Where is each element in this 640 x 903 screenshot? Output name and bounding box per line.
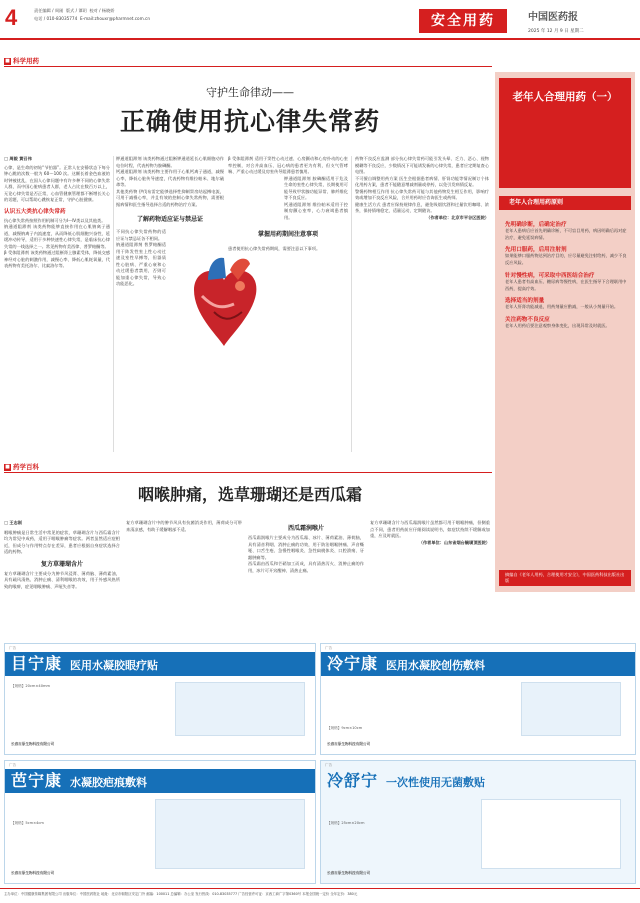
- paragraph: 钙通道阻滞剂 维拉帕米适用于控制房颤心室率，心力衰竭患者慎用。: [284, 201, 348, 220]
- product-image: [155, 799, 305, 869]
- paragraph: 复方草珊瑚含片主要成分为肿节风浸膏、薄荷脑、薄荷素油，具有疏风清热、消肿止痛、清利咽喉的功效，用于外感风热所致的喉痹，症见咽喉肿痛、声哑失音等。: [4, 570, 120, 589]
- ad-company: 长春吉原生物科技有限公司: [327, 871, 371, 875]
- ad-eye-patch: 广告 目宁康 医用水凝胶眼疗贴 【规格】20cm×40mm 长春吉原生物科技有限公司: [4, 643, 316, 755]
- paragraph: 复方草珊瑚含片中的肿节风具有抗菌消炎作用，薄荷成分可带来清凉感，有助于缓解咽部不适。: [126, 520, 242, 532]
- issue-date: 2025 年 12 月 9 日 星期二: [528, 29, 584, 34]
- author-note: （作者单位：北京市平谷区医院）: [426, 214, 489, 220]
- header-rule: [0, 38, 640, 40]
- ad-wound-dressing: 广告 冷宁康 医用水凝胶创伤敷料 【规格】9cm×10cm 长春吉原生物科技有限公司: [320, 643, 636, 755]
- product-image: [175, 682, 305, 736]
- ad-brand: 目宁康: [11, 654, 63, 673]
- phone: 电话 / 010-83035774: [34, 15, 78, 21]
- sidebar-source: 摘编自《老年人用药，合理使用才安全》，中国医药科技出版社出版: [499, 570, 631, 586]
- sidebar-item: 针对慢性病，可采取中西医结合治疗 老年人患者有高血压、糖尿病等慢性病，在医生指导下合理联用中西药，提高疗效。: [505, 272, 627, 291]
- paragraph: 警惕药物相互作用 抗心律失常药可能与其他药物发生相互作用，影响疗效或增加不良反应风险，合并用药时应咨询医生或药师。: [355, 188, 489, 200]
- paragraph: 钾通道阻滞剂 胺碘酮适用于危及生命的室性心律失常，长期使用可能导致甲状腺功能异常、肺纤维化等不良反应。: [284, 175, 348, 200]
- ad-company: 长春吉原生物科技有限公司: [11, 871, 55, 875]
- sidebar-item: 先明确诊断，后确定治疗 老年人患病后应首先明确诊断，不可盲目用药，病因明确后再对症治疗，避免延误病情。: [505, 222, 627, 240]
- ad-product: 医用水凝胶眼疗贴: [70, 659, 159, 672]
- page-number: 4: [5, 5, 18, 30]
- paragraph: 钠通道阻滞剂 普罗帕酮适用于阵发性室上性心动过速及室性早搏等，但器质性心脏病、严重心衰和心动过缓患者禁用，否则可能加重心律失常，导致心功能恶化。: [116, 242, 166, 286]
- column-rule: [113, 156, 114, 452]
- paragraph: 不可擅自调整用药方案 医生会根据患者病情、肝肾功能等情况制订个体化用药方案，患者不能随意增减剂量或停药，以免引发病情反复。: [355, 175, 489, 187]
- paragraph: 其他类药物 伊伐布雷定能够选择性抑制窦房结起搏电流，可用于减慢心率，并且有效的控制心律失常药物，需要根据病情和医生指导选择合适的药物治疗方案。: [116, 188, 224, 207]
- paragraph: 咽喉肿痛是日常生活中常见的症状，草珊瑚含片与西瓜霜含片均为常见中成药，适用于咽喉肿痛等症状。两者虽然适应症相近，但成分与作用特点存在差异，患者应根据自身症状选择合适的药物。: [4, 529, 120, 554]
- divider: [4, 66, 492, 67]
- article1-col1: [4, 156, 110, 270]
- section-label-bottom: ■ 药学百科: [5, 463, 39, 471]
- article1-col3: [228, 156, 348, 253]
- paragraph: 不同抗心律失常药物的适应证与禁忌证各不相同。: [116, 229, 166, 241]
- section-label-top: ■ 科学用药: [5, 57, 39, 65]
- subhead: 复方草珊瑚含片: [40, 560, 83, 568]
- layout-editor: 版式 / 谭玥: [65, 8, 87, 13]
- ad-sterile-patch: 广告 冷舒宁 一次性使用无菌敷贴 【规格】25cm×20cm 长春吉原生物科技有限公司: [320, 760, 636, 884]
- article2-col4: [370, 520, 490, 546]
- article2-col1: [4, 520, 120, 590]
- ad-scar-dressing: 广告 芭宁康 水凝胶疤痕敷料 【规格】5cm×4cm 长春吉原生物科技有限公司: [4, 760, 316, 884]
- heart-illustration: [164, 250, 286, 360]
- ad-brand: 冷舒宁: [327, 771, 379, 790]
- sidebar-list: [505, 216, 629, 330]
- ad-product: 一次性使用无菌敷贴: [386, 776, 486, 789]
- author-note: （作者单位：山东省烟台毓璜顶医院）: [418, 539, 490, 545]
- sidebar-title: 老年人合理用药（一）: [499, 78, 631, 188]
- column-rule: [351, 156, 352, 452]
- paragraph: 抗心律失常药按照作用机制可分为Ⅰ～Ⅳ类以及其他类。: [4, 217, 106, 223]
- section-icon: ■: [5, 57, 10, 64]
- editor-info: [34, 7, 150, 23]
- editor: 责任编辑 / 周刚: [34, 8, 64, 13]
- byline: □ 周毅 黄召伟: [4, 156, 32, 161]
- byline: □ 王志刚: [4, 520, 22, 525]
- section-icon: ■: [5, 463, 10, 470]
- paragraph: 健康生活方式 患者应保持规律作息，避免吸烟饮酒和过量饮用咖啡、浓茶，保持情绪稳定，适量运动，定期随访。: [355, 201, 489, 213]
- article1-col4: [355, 156, 489, 221]
- paragraph: β 受体阻滞剂 适用于窦性心动过速、心房颤动和心房扑动的心室率控制，对合并高血压、冠心病的患者更为有利，但支气管哮喘、严重心动过缓及房室传导阻滞患者慎用。: [228, 156, 348, 174]
- paragraph: 钠通道阻滞剂 该类药物能够直接作用在心肌钠离子通道，减慢钠离子内流速度，从而降低心肌细胞兴奋性，延缓冲动传导，适用于多种快速性心律失常，是临床抗心律失常的一线选择之一。常见药物有美西律、普罗帕酮等。: [4, 224, 110, 249]
- product-image: [481, 799, 621, 869]
- subhead: 西瓜霜润喉片: [287, 525, 324, 532]
- ad-brand: 冷宁康: [327, 654, 379, 673]
- proofreader: 校对 / 杨晓娇: [89, 8, 115, 13]
- subhead: 了解药物适应证与禁忌证: [136, 216, 203, 223]
- ad-product: 水凝胶疤痕敷料: [70, 776, 148, 789]
- article-kicker: 守护生命律动——: [206, 86, 294, 99]
- sidebar-item: 选择适当的剂量 老年人肝肾功能减退，用药剂量应酌减，一般从小剂量开始。: [505, 298, 619, 310]
- ad-product: 医用水凝胶创伤敷料: [386, 659, 486, 672]
- email: E-mail:zhouxr@pharmnet.com.cn: [79, 15, 150, 21]
- subhead: 认识五大类抗心律失常药: [4, 208, 66, 215]
- article2-col3: [248, 520, 364, 574]
- paragraph: 钙通道阻滞剂 该类药物主要作用于心肌钙离子通道，减慢心率，降低心脏传导速度，代表药物有维拉帕米、地尔硫䓬等。: [116, 169, 224, 187]
- product-image: [521, 682, 621, 736]
- ad-company: 长春吉原生物科技有限公司: [11, 742, 55, 746]
- paragraph: 药物不良反应监测 部分抗心律失常药可能引发头晕、乏力、恶心、视物模糊等不良反应，少数情况下可能诱发新的心律失常，患者应定期复查心电图。: [355, 156, 490, 174]
- ad-company: 长春吉原生物科技有限公司: [327, 742, 371, 746]
- paragraph: β 受体阻滞剂 该类药物通过阻断肾上腺素受体，降低交感神经对心脏的刺激作用，减慢心率、降低心肌耗氧量，代表药物有美托洛尔、比索洛尔等。: [4, 250, 110, 268]
- paragraph: 患者使用抗心律失常药期间，需要注意以下事项。: [228, 246, 321, 251]
- paragraph: 复方草珊瑚含片与西瓜霜润喉片虽然都可用于咽喉肿痛，但侧重点不同，患者用药前应仔细阅读说明书，如症状持续不缓解或加重，应及时就医。: [370, 520, 490, 538]
- sidebar-bar: 老年人合理用药原则: [499, 196, 631, 210]
- subhead: 掌握用药期间注意事项: [257, 231, 318, 238]
- ad-brand: 芭宁康: [11, 771, 63, 790]
- sidebar-item: 关注药物不良反应 老年人用药后要注意观察身体变化，出现异常及时就医。: [505, 317, 610, 329]
- article-title: 正确使用抗心律失常药: [119, 107, 380, 136]
- paragraph: 钾通道阻滞剂 该类药物通过阻断钾通道延长心肌细胞动作电位时程，代表药物为胺碘酮。: [116, 156, 224, 168]
- paragraph: 西瓜霜由西瓜和芒硝加工而成，具有清热泻火、消肿止痛的作用，冰片可开窍醒神、清热止痛。: [248, 561, 364, 573]
- section-title: 安全用药: [419, 9, 507, 33]
- page-footer: 主办单位：中国健康传媒集团有限公司 出版单位：中国医药报社 地址：北京市朝阳区安定门外 邮编：100011 总编辑：办公室 发行热线：010-83035777 广告经营许可证：京西工商广字第0360号 本报全国统一定价 全年定价：380元: [0, 888, 640, 903]
- sidebar-item: 先用口服药，后用注射剂 如果能够口服药物达到治疗目的，应尽量避免注射给药，减少不良反应风险。: [505, 247, 627, 266]
- lead-paragraph: 心律，是生命的初始“节拍器”。正常人在安静状态下每分钟心跳的次数一般为 60～100 次。这颗长着金色血液的时钟被扰乱，在国人心律问题中有许多种不同的心律失常人群，而中国心脏病患者人群，老人占比在数百万以上，无论心律失常是否正常，心血管健康管理都不断增长关心的话题，可以帮助心跳恢复正常，守护心脏健康。: [4, 164, 110, 202]
- article2-title: 咽喉肿痛，选草珊瑚还是西瓜霜: [137, 485, 362, 504]
- article2-col2: [126, 520, 242, 533]
- masthead-logo: 中国医药报: [528, 12, 578, 23]
- paragraph: 西瓜霜润喉片主要成分为西瓜霜、冰片、薄荷素油、薄荷脑，具有清音利咽、消肿止痛的功效，用于防治咽喉肿痛、声音嘶哑、口舌生疮、急慢性咽喉炎、急性扁桃体炎、口腔溃疡、牙龈肿痛等。: [248, 535, 364, 560]
- divider: [4, 472, 492, 473]
